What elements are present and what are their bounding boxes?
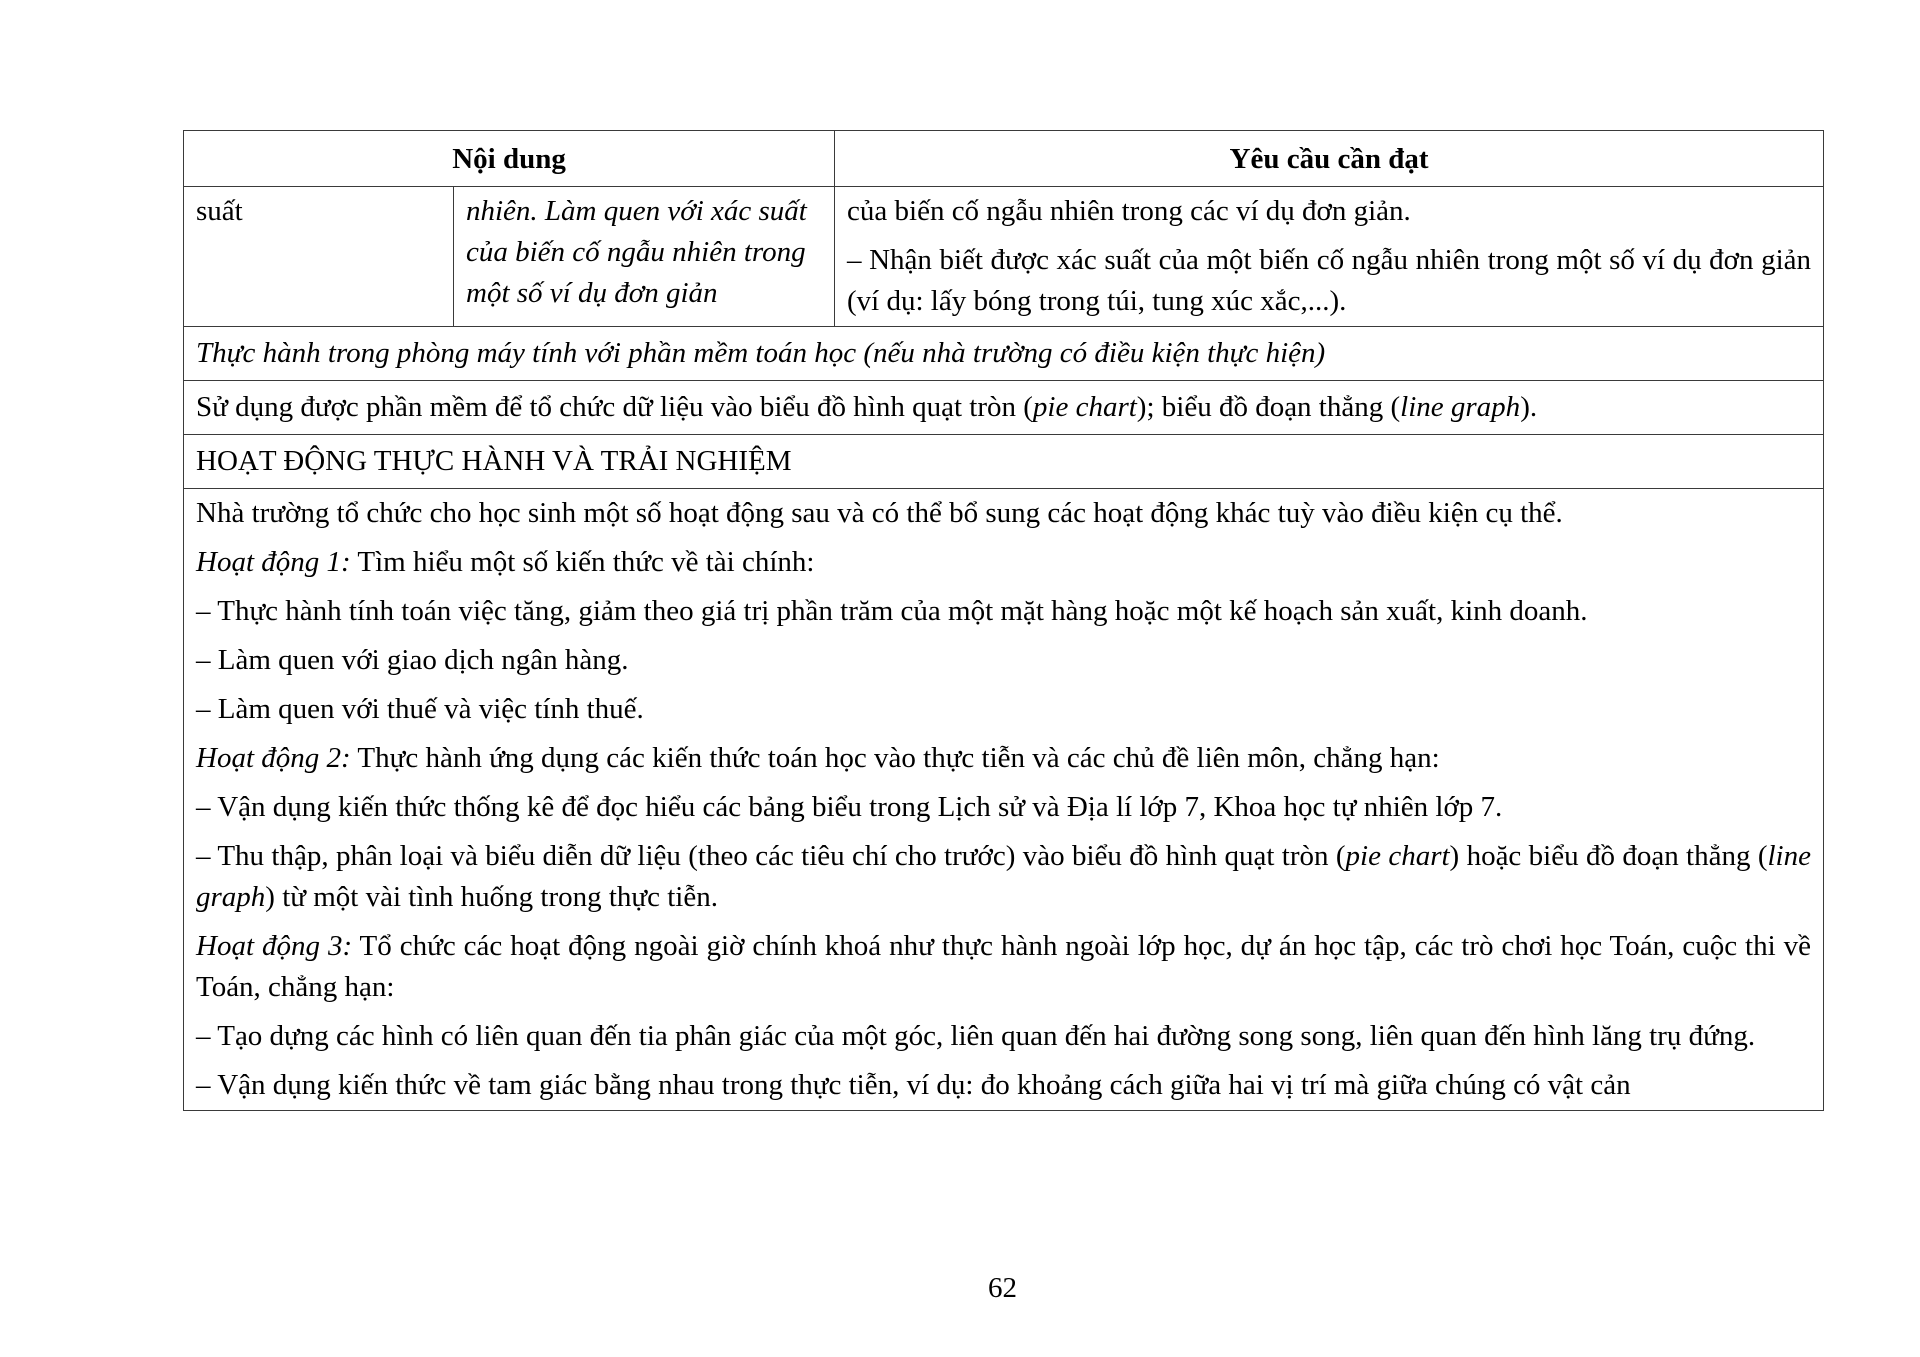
activity-text: Tổ chức các hoạt động ngoài giờ chính khoá như thực hành ngoài lớp học, dự án học tập, các trò chơi học Toán, cuộc thi về Toán, chẳng hạn: — [196, 930, 1811, 1003]
activity-item: – Làm quen với thuế và việc tính thuế. — [196, 693, 644, 725]
page-number: 62 — [988, 1272, 1017, 1304]
table-row — [184, 489, 1824, 1111]
activities-cell — [184, 489, 1824, 1111]
text-span: ) hoặc biểu đồ đoạn thẳng ( — [1449, 840, 1768, 872]
activity-3 — [196, 926, 1811, 1008]
activities-intro: Nhà trường tổ chức cho học sinh một số hoạt động sau và có thể bổ sung các hoạt động khác tuỳ vào điều kiện cụ thể. — [196, 497, 1563, 529]
text-span: ). — [1520, 391, 1538, 423]
table-row — [184, 435, 1824, 489]
text-span: Sử dụng được phần mềm để tổ chức dữ liệu vào biểu đồ hình quạt tròn ( — [196, 391, 1033, 423]
term-pie-chart: pie chart — [1032, 391, 1137, 423]
practice-text — [184, 381, 1824, 435]
cell-topic: suất — [184, 187, 454, 327]
requirement-line: – Nhận biết được xác suất của một biến cố ngẫu nhiên trong một số ví dụ đơn giản (ví dụ: lấy bóng trong túi, tung xúc xắc,...). — [847, 244, 1812, 317]
header-requirements: Yêu cầu cần đạt — [835, 131, 1824, 187]
header-content: Nội dung — [184, 131, 835, 187]
text-span: – Thu thập, phân loại và biểu diễn dữ liệu (theo các tiêu chí cho trước) vào biểu đồ hình quạt tròn ( — [196, 840, 1346, 872]
activity-label: Hoạt động 2: — [196, 742, 351, 774]
activity-label: Hoạt động 1: — [196, 546, 351, 578]
curriculum-table — [183, 130, 1824, 1111]
practice-heading: Thực hành trong phòng máy tính với phần mềm toán học (nếu nhà trường có điều kiện thực hiện) — [184, 327, 1824, 381]
activity-text: Tìm hiểu một số kiến thức về tài chính: — [350, 546, 815, 578]
cell-requirements — [835, 187, 1824, 327]
text-span: ) từ một vài tình huống trong thực tiễn. — [265, 881, 718, 913]
text-span: ); biểu đồ đoạn thẳng ( — [1136, 391, 1401, 423]
requirement-line: của biến cố ngẫu nhiên trong các ví dụ đơn giản. — [847, 195, 1411, 227]
table-header-row — [184, 131, 1824, 187]
activity-item: – Thực hành tính toán việc tăng, giảm theo giá trị phần trăm của một mặt hàng hoặc một kế hoạch sản xuất, kinh doanh. — [196, 595, 1588, 627]
cell-content: nhiên. Làm quen với xác suất của biến cố ngẫu nhiên trong một số ví dụ đơn giản — [454, 187, 835, 327]
activity-2 — [196, 738, 1811, 779]
activity-item: – Làm quen với giao dịch ngân hàng. — [196, 644, 629, 676]
table-row — [184, 187, 1824, 327]
activity-item: – Vận dụng kiến thức thống kê để đọc hiểu các bảng biểu trong Lịch sử và Địa lí lớp 7, Khoa học tự nhiên lớp 7. — [196, 791, 1503, 823]
activity-item: – Tạo dựng các hình có liên quan đến tia phân giác của một góc, liên quan đến hai đường song song, liên quan đến hình lăng trụ đứng. — [196, 1020, 1756, 1052]
activities-heading: HOẠT ĐỘNG THỰC HÀNH VÀ TRẢI NGHIỆM — [184, 435, 1824, 489]
table-row — [184, 327, 1824, 381]
activity-item: – Vận dụng kiến thức về tam giác bằng nhau trong thực tiễn, ví dụ: đo khoảng cách giữa hai vị trí mà giữa chúng có vật cản — [196, 1069, 1631, 1101]
activity-1 — [196, 542, 1811, 583]
table-row — [184, 381, 1824, 435]
activity-label: Hoạt động 3: — [196, 930, 353, 962]
activity-text: Thực hành ứng dụng các kiến thức toán học vào thực tiễn và các chủ đề liên môn, chẳng hạn: — [350, 742, 1440, 774]
activity-item — [196, 836, 1811, 918]
term-line-graph: line graph — [1400, 391, 1521, 423]
term-line-graph: line graph — [196, 840, 1811, 913]
term-pie-chart: pie chart — [1345, 840, 1450, 872]
